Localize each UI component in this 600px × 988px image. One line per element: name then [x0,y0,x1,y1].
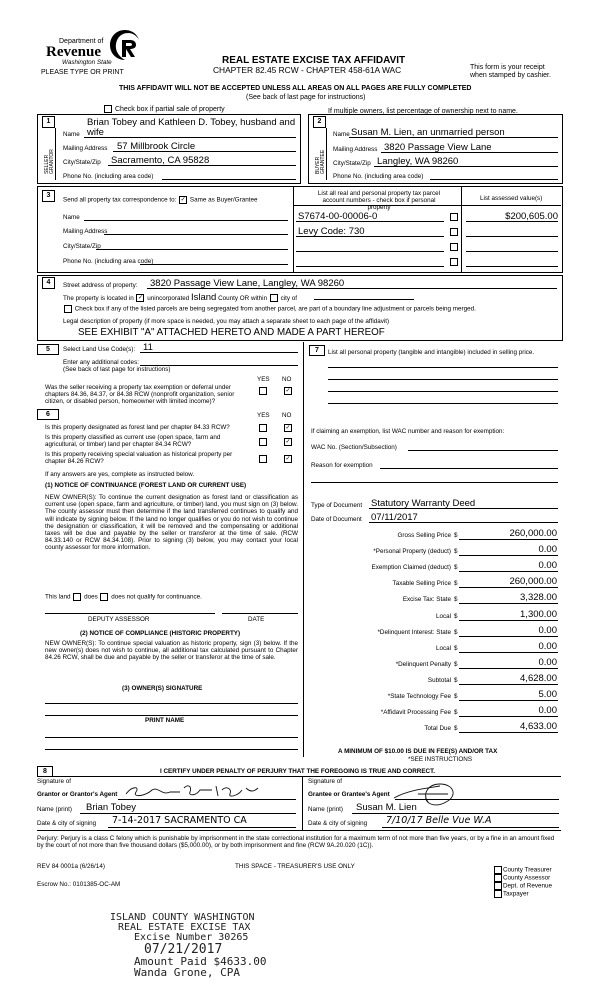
tax-row-label: *Personal Property (deduct) [373,548,451,556]
see-instructions-note: *SEE INSTRUCTIONS [408,756,473,763]
reason-line-1[interactable] [380,468,558,469]
county-or-label: County OR within [218,295,268,302]
seller-side-label: SELLER GRANTOR [44,149,55,174]
s3-name-label: Name [63,214,80,221]
tax-row-label: Local [435,612,451,620]
buyer-mailing-value[interactable]: 3820 Passage View Lane [384,142,492,153]
partial-sale-checkbox[interactable] [104,105,112,113]
s6-no-header: NO [282,412,292,419]
unincorporated-checkbox[interactable]: ✓ [137,295,143,302]
section-2-number: 2 [313,116,326,128]
copy-item-revenue [493,882,552,890]
section-8-divider [302,776,303,830]
tax-row-value[interactable]: 4,628.00 [520,672,557,684]
seller-city-line [108,165,296,166]
exemption-claim-label: If claiming an exemption, list WAC number and reason for exemption: [311,428,505,435]
receipt-note-1: This form is your receipt [470,64,545,71]
copy-revenue-label: Dept. of Revenue [503,882,553,890]
section-6-number: 6 [37,409,59,420]
owner-sig-line-2[interactable] [45,715,298,716]
seller-mailing-line [113,151,296,152]
section-8-top-line [37,776,561,777]
segregated-label: Check box if any of the listed parcels are being segregated from another parcel, are part of a boundary line adjustment or parcels being merged. [74,305,476,313]
tax-row-line [459,636,558,637]
grantee-date-line [382,827,559,828]
grantor-sig-line[interactable] [118,799,296,800]
copy-assessor-label: County Assessor [503,874,551,882]
legal-desc-label: Legal description of property (if more space is needed, you may attach a separate sheet to each page of the affidavit) [63,318,390,325]
s6-q2-no-checkbox[interactable]: ✓ [285,439,291,445]
assessed-line-3[interactable] [466,251,558,252]
tax-row-line [459,652,558,653]
s3-phone-line[interactable] [140,264,288,265]
copy-treasurer-label: County Treasurer [503,866,552,874]
land-use-value[interactable]: 11 [143,342,153,353]
same-as-buyer-checkbox[interactable]: ✓ [180,197,186,203]
grantor-date-label: Date & city of signing [37,820,97,827]
personal-property-checkbox-2[interactable] [450,228,458,236]
tax-row-line [459,571,558,572]
tax-row-line [459,716,558,717]
segregated-row [63,305,476,313]
tax-row-value[interactable]: 4,633.00 [520,721,557,733]
land-use-label: Select Land Use Code(s): [63,346,136,353]
buyer-side-divider [326,128,327,180]
copy-distribution [493,866,552,898]
owner-sig-line-1[interactable] [45,703,298,704]
s6-q3-no-checkbox[interactable]: ✓ [285,456,291,462]
tax-row-value[interactable]: 0.00 [538,705,557,717]
copy-taxpayer-checkbox[interactable] [494,890,502,898]
buyer-city-line [374,166,558,167]
tax-row-line [459,668,558,669]
grantor-date-line [108,827,296,828]
partial-sale-label: Check box if partial sale of property [114,105,225,113]
tax-row-value[interactable]: 0.00 [538,656,557,668]
copy-treasurer-checkbox[interactable] [494,866,502,874]
seller-phone-label: Phone No. (including area code) [63,173,154,180]
s3-city-label: City/State/Zip [63,243,101,250]
buyer-name-line [349,137,558,138]
send-correspondence-row [63,196,257,204]
personal-property-checkbox-1[interactable] [450,213,458,221]
section-4-number: 4 [42,277,55,289]
does-qualify-checkbox[interactable] [73,593,81,601]
tax-calculation-table [311,524,561,764]
assessed-divider [461,186,462,273]
tax-row-line [459,555,558,556]
doc-type-value[interactable]: Statutory Warranty Deed [371,498,476,509]
tax-row-line [459,620,558,621]
print-name-line-2[interactable] [45,749,298,750]
escrow-number: Escrow No.: 0101385-OC-AM [37,881,121,888]
tax-row-value[interactable]: 0.00 [538,640,557,652]
assessed-line-1 [466,221,558,222]
assessed-line-2 [466,236,558,237]
exhibit-note[interactable]: SEE EXHIBIT "A" ATTACHED HERETO AND MADE A PART HEREOF [78,327,385,338]
section-8-number: 8 [37,766,53,777]
city-of-line[interactable] [314,299,414,300]
tax-row-currency: $ [454,676,458,684]
tax-row-currency: $ [454,564,458,572]
tax-row-value[interactable]: 1,300.00 [520,608,557,620]
grantor-name-label: Name (print) [37,806,72,813]
s5-no-header: NO [282,376,292,383]
certify-statement: I CERTIFY UNDER PENALTY OF PERJURY THAT THE FOREGOING IS TRUE AND CORRECT. [160,768,435,775]
s3-mailing-label: Mailing Address [63,228,108,235]
city-of-label: city of [280,295,298,302]
partial-sale-row [103,105,225,114]
personal-property-line-3[interactable] [328,391,558,392]
form-subtitle: CHAPTER 82.45 RCW - CHAPTER 458-61A WAC [213,65,402,75]
tax-row-label: Exemption Claimed (deduct) [371,564,451,572]
section-5-number: 5 [37,344,59,355]
copy-item-treasurer [493,866,552,874]
copy-revenue-checkbox[interactable] [494,882,502,890]
wac-line[interactable] [408,450,558,451]
grantee-sig-line[interactable] [395,799,559,800]
section-3-number: 3 [42,190,55,202]
section-8-bottom-line [37,830,561,831]
section-3-divider [293,186,294,273]
unincorporated-label: unincorporated [147,295,190,302]
s6-yes-header: YES [257,412,270,419]
tax-row-value[interactable]: 0.00 [538,624,557,636]
assessed-value[interactable]: $200,605.00 [505,211,558,222]
grantee-agent-label: Grantee or Grantee's Agent [308,791,390,798]
segregated-checkbox[interactable] [64,305,72,313]
tax-row-line [459,539,558,540]
form-warning: THIS AFFIDAVIT WILL NOT BE ACCEPTED UNLESS ALL AREAS ON ALL PAGES ARE FULLY COMPLETED [119,85,472,92]
see-back-note: (See back of last page for instructions) [246,94,366,101]
stamp-line-5: Amount Paid $4633.00 [134,955,267,968]
s5-exemption-question: Was the seller receiving a property tax exemption or deferral under chapters 84.36, 84.37, or 84.38 RCW (nonprofit organization, senior citizen, or disabled person, homeowner with limited income)? [45,384,235,406]
street-value[interactable]: 3820 Passage View Lane, Langley, WA 98260 [150,278,345,289]
tax-row-line [459,587,558,588]
dept-of-label: Department of [59,38,104,45]
located-in-label: The property is located in [63,295,134,302]
notice-compliance-title: (2) NOTICE OF COMPLIANCE (HISTORIC PROPERTY) [80,630,241,637]
tax-row-value[interactable]: 0.00 [538,544,557,556]
s6-q1-no-checkbox[interactable]: ✓ [285,425,291,431]
s5-see-back: (See back of last page for instructions) [63,366,171,373]
tax-row-line [459,700,558,701]
tax-row-label: Local [435,644,451,652]
buyer-name-label: Name [333,131,350,138]
parcel-header-line2: account numbers - check box if personal property [322,197,436,212]
city-of-checkbox[interactable] [270,294,278,302]
tax-row-label: *Delinquent Interest: State [377,628,451,636]
county-value[interactable]: Island [190,292,217,303]
treasurer-stamp [110,913,266,978]
levy-code-value[interactable]: Levy Code: 730 [298,226,365,237]
notice-continuance-title: (1) NOTICE OF CONTINUANCE (FOREST LAND OR CURRENT USE) [45,482,247,489]
personal-property-line-4[interactable] [328,403,558,404]
continuance-row [45,593,202,601]
section-7-number: 7 [309,345,325,356]
assessed-header: List assessed value(s) [480,195,543,202]
personal-property-line-1[interactable] [328,367,558,368]
perjury-notice: Perjury: Perjury is a class C felony which is punishable by imprisonment in the state correctional institution for a maximum term of not more than five years, or by a fine in an amount fixed by the court of not more than five thousand dollars ($5,000.00), or by both imprisonment and fine (RCW 9A.20.020 (1C)). [37,835,555,850]
grantee-date-label: Date & city of signing [308,820,368,827]
stamp-line-2: REAL ESTATE EXCISE TAX [118,922,251,933]
grantee-date-value[interactable]: 7/10/17 Belle Vue W.A [386,815,492,826]
buyer-side-label: BUYER GRANTEE [315,149,326,174]
s3-city-line[interactable] [96,249,288,250]
land-use-line [140,352,298,353]
personal-property-line-2[interactable] [328,379,558,380]
tax-row-line [459,684,558,685]
tax-row-currency: $ [454,596,458,604]
tax-row-value[interactable]: 3,328.00 [520,592,557,604]
tax-row-label: Taxable Selling Price [392,580,451,588]
tax-row-currency: $ [454,612,458,620]
deputy-assessor-label: DEPUTY ASSESSOR [88,616,150,623]
revenue-logo-text: Revenue [46,44,101,60]
seller-city-value[interactable]: Sacramento, CA 95828 [111,155,210,166]
tax-row-currency: $ [454,693,458,700]
s3-name-line[interactable] [84,220,288,221]
grantor-date-value[interactable]: 7-14-2017 SACRAMENTO CA [112,815,247,826]
s6-current-use-question: Is this property classified as current use (open space, farm and agricultural, or timber) land per chapter 84.34 RCW? [45,434,221,449]
tax-row-currency: $ [454,548,458,556]
stamp-line-3: Excise Number 30265 [134,932,249,943]
buyer-city-value[interactable]: Langley, WA 98260 [377,156,459,167]
form-revision: REV 84 0001a (6/26/14) [37,863,105,870]
parcel-header-line1: List all real and personal property tax parcel [317,190,441,197]
same-as-buyer-label: Same as Buyer/Grantee [189,196,258,204]
personal-property-checkbox-3[interactable] [450,243,458,251]
tax-row-label: *State Technology Fee [387,693,451,700]
does-not-label: does not qualify for continuance. [111,593,202,601]
s6-q1-yes-checkbox[interactable] [259,424,267,432]
copy-taxpayer-label: Taxpayer [503,890,529,898]
s6-q3-yes-checkbox[interactable] [259,455,267,463]
tax-row-currency: $ [454,644,458,652]
personal-property-label: List all personal property (tangible and intangible) included in selling price. [328,349,535,356]
doc-type-line [369,508,558,509]
property-located-row [63,292,297,303]
assessed-line-4[interactable] [466,266,558,267]
tax-row-value[interactable]: 5.00 [538,689,557,700]
dor-logo-icon [108,28,142,62]
does-label: does [84,593,98,601]
s5-no-checkbox[interactable]: ✓ [285,388,291,394]
grantor-sig-of: Signature of [37,778,71,785]
washington-state-label: Washington State [62,59,112,66]
parcel-line-2 [296,236,444,237]
stamp-line-4: 07/21/2017 [144,942,223,957]
grantor-name-line [80,813,296,814]
seller-mailing-label: Mailing Address [63,145,108,152]
parcel-line-4[interactable] [296,266,444,267]
deputy-line[interactable] [45,613,215,614]
multiple-owners-note: If multiple owners, list percentage of ownership next to name. [328,108,518,115]
wac-label: WAC No. (Section/Subsection) [311,444,397,451]
copy-item-taxpayer [493,890,552,898]
street-label: Street address of property: [63,282,138,289]
buyer-mailing-line [381,152,558,153]
buyer-mailing-label: Mailing Address [333,146,378,153]
stamp-line-6: Wanda Grone, CPA [134,966,240,979]
seller-mailing-value[interactable]: 57 Millbrook Circle [117,141,196,152]
grantee-name-value[interactable]: Susan M. Lien [356,802,417,813]
does-not-qualify-checkbox[interactable] [100,593,108,601]
notice-compliance-text: NEW OWNER(S): To continue special valuation as historic property, sign (3) below. If the new owner(s) does not wish to continue, all additional tax calculated pursuant to Chapter 84.26 RCW, shall be due and payable by the seller or transferor at the time of sale. [45,640,298,662]
send-correspondence-label: Send all property tax correspondence to: [63,196,177,204]
right-column-divider [303,342,304,757]
doc-type-label: Type of Document [311,502,363,509]
tax-row-label: Subtotal [427,676,451,684]
reason-label: Reason for exemption [311,462,373,469]
grantor-signature-icon [122,782,282,800]
tax-row-value[interactable]: 260,000.00 [509,576,557,588]
tax-row-value[interactable]: 260,000.00 [509,528,557,539]
please-type-label: PLEASE TYPE OR PRINT [41,69,124,76]
reason-line-2[interactable] [311,482,558,483]
s6-forest-question: Is this property designated as forest land per chapter 84.33 RCW? [45,424,230,431]
doc-date-label: Date of Document [311,516,362,523]
seller-name-label: Name [63,131,80,138]
personal-property-checkbox-4[interactable] [450,258,458,266]
seller-city-label: City/State/Zip [63,159,101,166]
copy-item-assessor [493,874,552,882]
print-name-line-1[interactable] [45,737,298,738]
tax-row-label: *Affidavit Processing Fee [380,709,451,717]
doc-date-line [369,522,558,523]
receipt-note-2: when stamped by cashier. [470,72,551,79]
s3-phone-label: Phone No. (including area code) [63,258,154,265]
grantee-name-line [352,813,559,814]
seller-phone-line[interactable] [162,179,296,180]
print-name-label: PRINT NAME [145,717,185,724]
grantee-sig-of: Signature of [308,778,342,785]
deputy-date-label: DATE [248,616,265,623]
owner-signature-label: (3) OWNER(S) SIGNATURE [122,685,203,692]
minimum-fee-note: A MINIMUM OF $10.00 IS DUE IN FEE(S) AND/OR TAX [338,748,498,755]
seller-name-line1: Brian Tobey and Kathleen D. Tobey, husband and [87,117,296,128]
seller-name-line [84,137,296,138]
grantee-name-label: Name (print) [308,806,343,813]
s6-historic-question: Is this property receiving special valuation as historical property per chapter 84.26 RCW? [45,451,233,466]
tax-row-currency: $ [454,580,458,588]
parcel-line-3[interactable] [296,251,444,252]
seller-name-line2: wife [87,127,104,138]
s5-yes-header: YES [257,376,270,383]
deputy-date-line[interactable] [222,613,298,614]
s3-mailing-line[interactable] [104,234,288,235]
tax-row-label: Gross Selling Price [397,532,451,539]
parcel-line-1 [296,221,444,222]
parcel-header [312,190,446,212]
buyer-phone-line[interactable] [430,179,558,180]
tax-row-label: Excise Tax: State [402,596,451,604]
tax-row-currency: $ [454,725,458,733]
notice-continuance-text: NEW OWNER(S): To continue the current designation as forest land or classification as current use (open space, farm and agriculture, or timber) land, you must sign on (3) below. The county assessor must then determine if the land transferred continues to qualify and will indicate by signing below. If the land no longer qualifies or you do not wish to continue the designation or classification, it will be removed and the compensating or additional taxes will be due and payable by the seller or transferor at the time of sale. (RCW 84.33.140 or RCW 84.34.108). Prior to signing (3) below, you may contact your local county assessor for more information. [45,494,298,552]
buyer-city-label: City/State/Zip [333,160,371,167]
buyer-name-value[interactable]: Susan M. Lien, an unmarried person [351,127,505,138]
tax-row-currency: $ [454,532,458,539]
this-land-label: This land [45,593,71,601]
tax-row-currency: $ [454,628,458,636]
tax-row-currency: $ [454,709,458,717]
seller-side-divider [55,128,56,180]
tax-row-currency: $ [454,660,458,668]
s5-yes-checkbox[interactable] [259,387,267,395]
buyer-phone-label: Phone No. (including area code) [333,173,424,180]
parcel-header-line [293,205,561,206]
stamp-line-1: ISLAND COUNTY WASHINGTON [110,912,255,923]
street-line [147,288,557,289]
grantor-agent-label: Grantor or Grantor's Agent [37,791,118,798]
tax-row-label: Total Due [424,725,451,733]
additional-codes-label: Enter any additional codes: [63,359,139,366]
tax-row-value[interactable]: 0.00 [538,560,557,572]
section-1-number: 1 [42,116,55,128]
treasurer-space-label: THIS SPACE - TREASURER'S USE ONLY [235,863,355,870]
grantor-name-value[interactable]: Brian Tobey [86,802,136,813]
s6-q2-yes-checkbox[interactable] [259,438,267,446]
parcel-number-value[interactable]: S7674-00-00006-0 [298,211,378,222]
tax-row-line [459,603,558,604]
form-title: REAL ESTATE EXCISE TAX AFFIDAVIT [222,55,406,66]
tax-row-label: *Delinquent Penalty [395,660,451,668]
doc-date-value[interactable]: 07/11/2017 [371,512,418,523]
copy-assessor-checkbox[interactable] [494,874,502,882]
tax-row-line [459,732,558,733]
if-yes-note: If any answers are yes, complete as instructed below. [45,471,195,478]
